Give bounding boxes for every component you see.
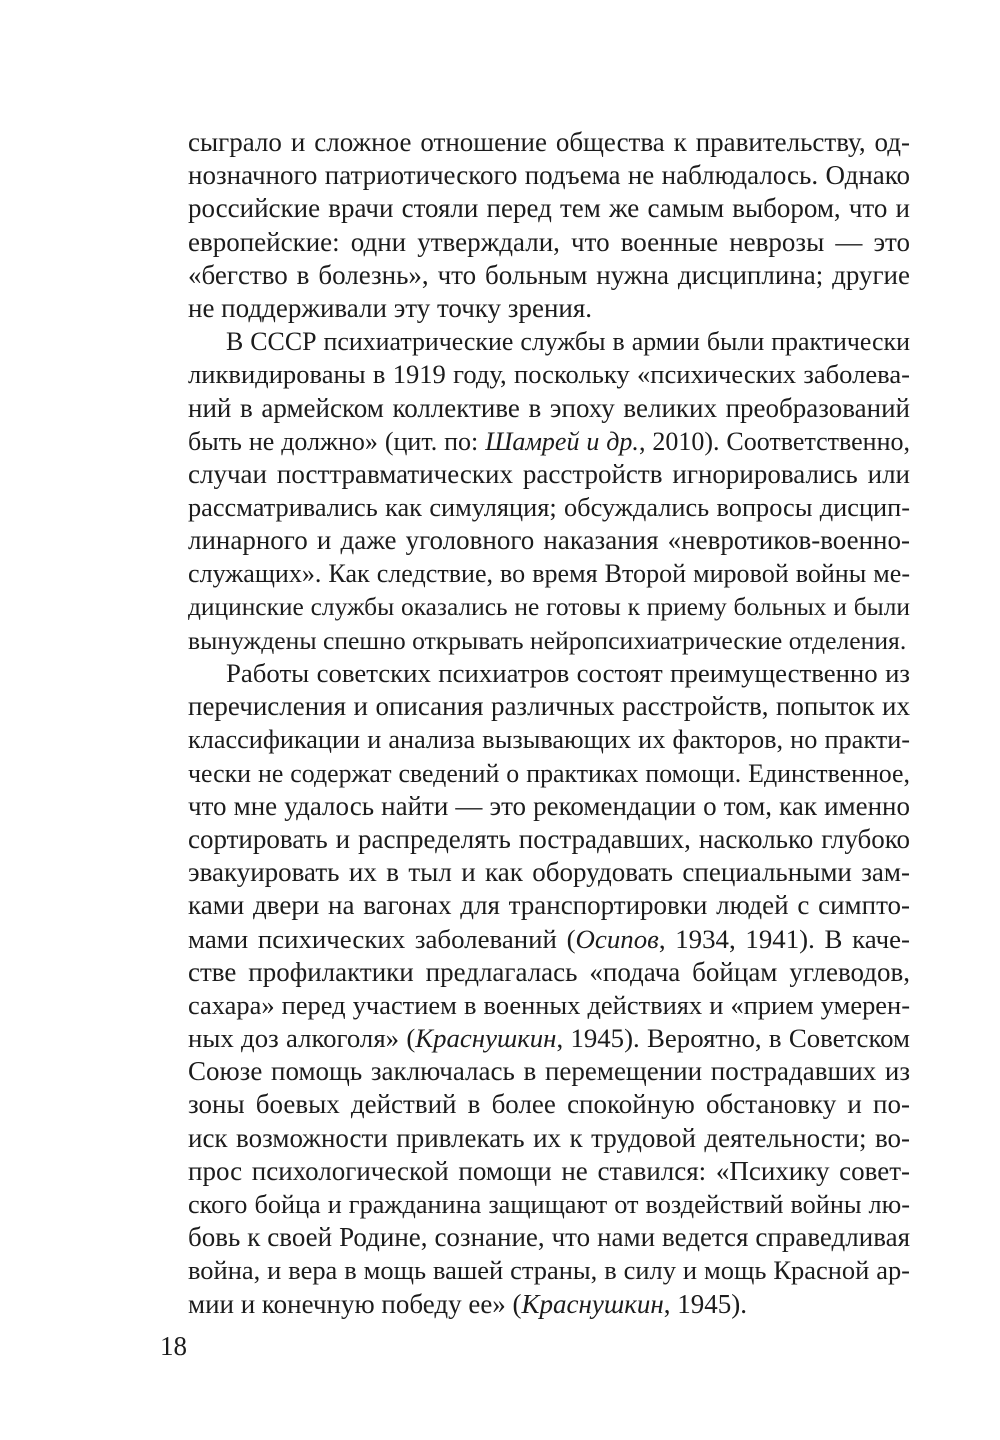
text-segment: дицинские службы оказались не готовы к приему больных и были — [188, 592, 910, 621]
citation-author: Краснушкин — [521, 1288, 664, 1319]
text-segment: Союзе помощь заключалась в перемещении пострадавших из — [188, 1056, 910, 1087]
text-line — [188, 1022, 910, 1055]
text-segment: , 1945). — [663, 1288, 747, 1319]
text-line — [188, 458, 910, 491]
text-segment: российские врачи стояли перед тем же самым выбором, что и — [188, 193, 910, 224]
text-line — [188, 524, 910, 557]
text-segment: эвакуировать их в тыл и как оборудовать специальными зам- — [188, 857, 910, 888]
text-segment: ками двери на вагонах для транспортировки людей с симпто- — [188, 890, 910, 921]
text-segment: чески не содержат сведений о практиках помощи. Единственное, — [188, 758, 910, 788]
text-line — [188, 823, 910, 856]
text-segment: перечисления и описания различных расстройств, попыток их — [188, 691, 910, 722]
text-segment: что мне удалось найти — это рекомендации о том, как именно — [188, 790, 910, 821]
text-segment: мии и конечную победу ее» ( — [188, 1288, 522, 1319]
text-line — [188, 657, 910, 690]
text-segment: случаи посттравматических расстройств игнорировались или — [188, 458, 910, 489]
text-segment: ликвидированы в 1919 году, поскольку «психических заболева- — [188, 359, 910, 390]
text-segment: линарного и даже уголовного наказания «невротиков-военно- — [188, 525, 910, 556]
text-segment: не поддерживали эту точку зрения. — [188, 292, 593, 323]
citation-author: Осипов — [575, 923, 659, 954]
text-line — [188, 690, 910, 723]
text-line — [188, 126, 910, 159]
text-segment: мами психических заболеваний ( — [188, 923, 576, 954]
text-line — [188, 624, 910, 657]
citation-author: Шамрей и др. — [485, 426, 639, 456]
text-segment: ных доз алкоголя» ( — [188, 1023, 416, 1054]
text-segment: , 1934, 1941). В каче- — [658, 923, 910, 954]
text-line — [188, 923, 910, 956]
text-segment: война, и вера в мощь вашей страны, в силу и мощь Красной ар- — [188, 1255, 910, 1286]
text-line — [188, 1055, 910, 1088]
text-segment: классификации и анализа вызывающих их факторов, но практи- — [188, 725, 910, 755]
text-line — [188, 856, 910, 889]
text-line — [188, 1122, 910, 1155]
text-line — [188, 723, 910, 756]
text-segment: стве профилактики предлагалась «подача бойцам углеводов, — [188, 956, 910, 987]
text-segment: иск возможности привлекать их к трудовой деятельности; во- — [188, 1122, 910, 1153]
text-segment: зоны боевых действий в более спокойную обстановку и по- — [188, 1089, 910, 1120]
text-segment: бовь к своей Родине, сознание, что нами ведется справедливая — [188, 1222, 910, 1253]
text-line — [188, 989, 910, 1022]
text-segment: прос психологической помощи не ставился: «Психику совет- — [188, 1155, 910, 1186]
text-line — [188, 226, 910, 259]
text-segment: сортировать и распределять пострадавших, насколько глубоко — [188, 823, 910, 854]
citation-author: Краснушкин — [415, 1023, 557, 1054]
text-line — [188, 1088, 910, 1121]
text-segment: нозначного патриотического подъема не наблюдалось. Однако — [188, 160, 910, 191]
text-line — [188, 1288, 910, 1321]
text-line — [188, 425, 910, 458]
text-segment: ний в армейском коллективе в эпоху великих преобразований — [188, 392, 910, 423]
text-line — [188, 292, 910, 325]
text-segment: сыграло и сложное отношение общества к правительству, од- — [188, 127, 910, 157]
text-line — [188, 325, 910, 358]
body-text — [188, 126, 910, 1321]
text-segment: , 1945). Вероятно, в Советском — [556, 1023, 910, 1054]
text-line — [188, 358, 910, 391]
text-segment: сахара» перед участием в военных действиях и «прием умерен- — [188, 989, 910, 1020]
text-line — [188, 790, 910, 823]
text-line — [188, 1188, 910, 1221]
text-line — [188, 557, 910, 590]
page-number: 18 — [160, 1331, 187, 1361]
text-line — [188, 491, 910, 524]
text-line — [188, 192, 910, 225]
text-segment: , 2010). Соответственно, — [638, 426, 911, 456]
text-segment: рассматривались как симуляция; обсуждались вопросы дисцип- — [188, 493, 910, 523]
text-line — [188, 259, 910, 292]
text-segment: служащих». Как следствие, во время Второй мировой войны ме- — [188, 559, 910, 589]
text-line — [188, 1221, 910, 1254]
text-segment: вынуждены спешно открывать нейропсихиатрические отделения. — [188, 625, 907, 655]
text-line — [188, 1155, 910, 1188]
text-line — [188, 159, 910, 192]
text-segment: европейские: одни утверждали, что военные неврозы — это — [188, 226, 910, 257]
text-segment: «бегство в болезнь», что больным нужна дисциплина; другие — [188, 259, 910, 290]
text-line — [188, 889, 910, 922]
text-line — [188, 1254, 910, 1287]
text-segment: Работы советских психиатров состоят преимущественно из — [226, 658, 910, 688]
text-line — [188, 956, 910, 989]
text-segment: В СССР психиатрические службы в армии были практически — [226, 327, 910, 357]
text-line — [188, 591, 910, 624]
text-line — [188, 392, 910, 425]
text-segment: быть не должно» (цит. по: — [188, 426, 486, 456]
text-segment: ского бойца и гражданина защищают от воздействий войны лю- — [188, 1190, 910, 1219]
text-line — [188, 757, 910, 790]
